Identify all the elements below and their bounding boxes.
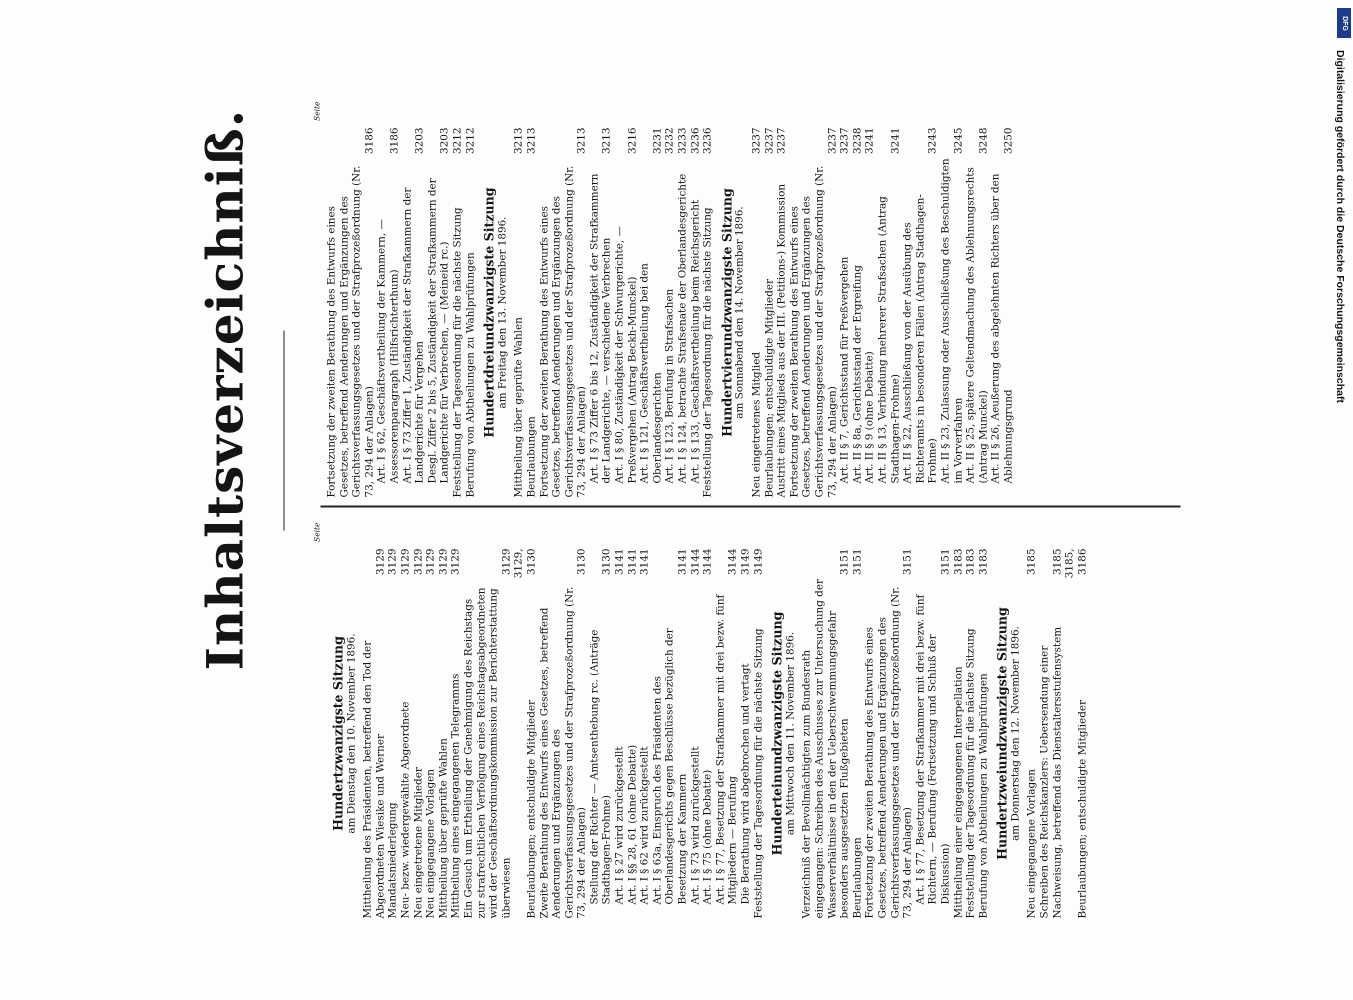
entry-text: Beurlaubungen; entschuldigte Mitglieder xyxy=(1075,699,1088,918)
toc-entry xyxy=(788,127,838,497)
left-column xyxy=(312,522,1088,918)
entry-text: Schreiben des Reichskanzlers: Uebersendung einer Nachweisung, betreffend das Dienstaltersstufensystem xyxy=(1038,626,1063,918)
toc-entry xyxy=(399,548,412,918)
entry-list xyxy=(325,127,476,497)
entry-text: Austritt eines Mitglieds aus der III. (Petitions-) Kommission xyxy=(775,183,788,497)
page-column-header: Seite xyxy=(312,101,321,121)
title-rule xyxy=(283,330,284,530)
toc-entry xyxy=(977,548,990,918)
toc-entry xyxy=(437,548,450,918)
entry-text: Art. I § 27 wird zurückgestellt xyxy=(613,745,626,904)
entry-page-number: 3141 xyxy=(613,548,626,575)
entry-page-number: 3151 xyxy=(838,548,851,575)
entry-page-number: 3203 xyxy=(438,127,451,154)
entry-page-number: 3149 xyxy=(739,548,751,575)
entry-text: Feststellung der Tagesordnung für die nächste Sitzung xyxy=(450,206,463,497)
entry-page-number: 3237 xyxy=(838,127,851,154)
entry-page-number: 3149 xyxy=(751,548,764,575)
page-title: Inhaltsverzeichniß. xyxy=(195,108,254,670)
entry-page-number: 3144 xyxy=(726,548,739,575)
session-date: am Sonnabend den 14. November 1896. xyxy=(733,205,746,419)
toc-entry xyxy=(689,548,702,918)
entry-text: Mittheilung des Präsidenten, betreffend den Tod der Abgeordneten Wiesike und Werner xyxy=(361,640,386,918)
entry-page-number: 3141 xyxy=(638,548,651,575)
entry-page-number: 3238 xyxy=(850,127,863,154)
entry-page-number: 3243 xyxy=(926,127,939,154)
entry-page-number: 3151 xyxy=(850,548,863,575)
entry-text: Art. I § 124, betrachte Strafsenate der Oberlandesgerichte xyxy=(676,173,689,483)
entry-text: Art. I §§ 28, 61 (ohne Debatte) xyxy=(625,744,638,904)
digitization-note: Digitalisierung gefördert durch die Deutsche Forschungsgemeinschaft xyxy=(1334,50,1346,403)
session-date: am Freitag den 13. November 1896. xyxy=(495,216,508,408)
entry-text: Art. I § 75 (ohne Debatte) xyxy=(701,769,714,904)
entry-list xyxy=(1025,548,1088,918)
entry-text: Art. II § 13, Verbindung mehrerer Strafsachen (Antrag Stadthagen-Frohme) xyxy=(875,195,901,483)
toc-entry xyxy=(689,127,702,497)
entry-text: Art. I § 133, Geschäftsvertheilung beim Reichsgericht xyxy=(688,199,701,483)
toc-entry xyxy=(750,127,763,497)
entry-list xyxy=(361,548,764,918)
entry-text: Art. I § 123, Berufung in Strafsachen xyxy=(663,288,676,483)
toc-entry xyxy=(838,127,851,497)
entry-page-number: 3129 xyxy=(449,548,462,575)
entry-page-number: 3237 xyxy=(762,127,775,154)
entry-text: Art. II § 8a, Gerichtsstand der Ergreifung xyxy=(850,264,863,483)
entry-text: Neu eingetretene Mitglieder xyxy=(411,766,424,918)
entry-text: Die Berathung wird abgebrochen und vertagt xyxy=(739,662,751,904)
entry-page-number: 3129 xyxy=(436,548,449,575)
entry-text: Art. I § 62 wird zurückgestellt xyxy=(638,745,651,904)
entry-text: Art. II § 23, Zulassung oder Ausschließung des Beschuldigten im Vorverfahren xyxy=(938,157,964,483)
toc-entry xyxy=(739,548,752,918)
toc-entry xyxy=(800,548,850,918)
toc-entry xyxy=(676,127,689,497)
entry-page-number: 3232 xyxy=(663,127,676,154)
toc-entry xyxy=(876,127,901,497)
entry-text: Art. II § 9 (ohne Debatte) xyxy=(863,350,876,483)
entry-text: Mittheilung einer eingegangenen Interpellation xyxy=(951,665,964,918)
entry-page-number: 3231 xyxy=(650,127,663,154)
toc-entry xyxy=(638,127,663,497)
entry-page-number: 3216 xyxy=(625,127,638,154)
toc-entry xyxy=(325,127,375,497)
entry-page-number: 3183 xyxy=(976,548,989,575)
entry-page-number: 3241 xyxy=(863,127,876,154)
entry-text: Art. I § 62, Geschäftsvertheilung der Kammern, — Assessorenparagraph (Hilfsrichterthum) xyxy=(375,218,400,483)
toc-entry xyxy=(1038,548,1063,918)
toc-entry xyxy=(588,127,613,497)
entry-page-number: 3241 xyxy=(888,127,901,154)
entry-text: Neu eingegangene Vorlagen xyxy=(424,768,437,918)
toc-entry xyxy=(939,127,964,497)
toc-entry xyxy=(525,127,538,497)
session-date: am Dienstag den 10. November 1896. xyxy=(344,632,357,834)
entry-page-number: 3186 xyxy=(387,127,400,154)
entry-text: Feststellung der Tagesordnung für die nächste Sitzung xyxy=(701,206,714,497)
toc-entry xyxy=(424,548,437,918)
toc-entry xyxy=(361,548,386,918)
entry-text: Feststellung der Tagesordnung für die nächste Sitzung xyxy=(751,627,764,918)
toc-entry xyxy=(663,127,676,497)
entry-page-number: 3130 xyxy=(575,548,588,575)
toc-entry xyxy=(375,127,400,497)
entry-text: Mittheilung über geprüfte Wahlen xyxy=(436,737,449,918)
entry-text: Art. I § 73 Ziffer 1, Zuständigkeit der Strafkammern der Landgerichte für Vergehen xyxy=(400,187,426,483)
entry-list xyxy=(512,127,714,497)
entry-page-number: 3186 xyxy=(362,127,375,154)
toc-entry xyxy=(651,548,689,918)
toc-entry xyxy=(451,127,464,497)
toc-entry xyxy=(462,548,512,918)
session-heading: Hundertvierundzwanzigste Sitzung xyxy=(718,187,734,437)
entry-text: Fortsetzung der zweiten Berathung des Entwurfs eines Gesetzes, betreffend Aenderungen und Ergänzungen des Gerichtsverfassungsgesetzes und der Strafprozeßordnung (Nr. 73, 294 der Anlagen) xyxy=(325,165,375,497)
entry-text: Art. II § 25, spätere Geltendmachung des Ablehnungsrechts (Antrag Munckel) xyxy=(964,166,989,483)
session-heading: Hunderteinundzwanzigste Sitzung xyxy=(769,611,785,855)
entry-page-number: 3236 xyxy=(688,127,701,154)
entry-text: Neu eingegangene Vorlagen xyxy=(1025,768,1038,918)
toc-entry xyxy=(426,127,451,497)
entry-text: Verzeichniß der Bevollmächtigten zum Bundesrath eingegangen: Schreiben des Ausschusses zur Untersuchung der Wasserverhältnisse in den der Ueberschwemmungsgefahr besonders ausgesetzten Flußgebieten xyxy=(800,578,851,918)
entry-page-number: 3212 xyxy=(463,127,476,154)
page-column-header: Seite xyxy=(312,522,321,542)
toc-entry xyxy=(914,548,952,918)
toc-entry xyxy=(763,127,776,497)
entry-text: Feststellung der Tagesordnung für die nächste Sitzung xyxy=(964,627,977,918)
session-heading: Hundertzweiundzwanzigste Sitzung xyxy=(994,606,1010,860)
entry-page-number: 3130 xyxy=(600,548,613,575)
session-heading: Hundertdreiundzwanzigste Sitzung xyxy=(481,186,497,438)
entry-page-number: 3233 xyxy=(676,127,689,154)
toc-entry xyxy=(863,548,913,918)
session-date: am Donnerstag den 12. November 1896. xyxy=(1008,625,1021,841)
toc-entry xyxy=(1025,548,1038,918)
entry-page-number: 3183 xyxy=(964,548,977,575)
entry-page-number: 3245 xyxy=(951,127,964,154)
entry-text: Neu eingetretenes Mitglied xyxy=(750,351,762,497)
toc-entry xyxy=(613,548,626,918)
toc-entry xyxy=(901,127,939,497)
entry-page-number: 3213 xyxy=(524,127,537,154)
toc-entry xyxy=(386,548,399,918)
entry-list xyxy=(800,548,989,918)
toc-entry xyxy=(512,548,537,918)
entry-page-number: 3144 xyxy=(701,548,714,575)
entry-page-number: 3151 xyxy=(938,548,951,575)
entry-text: Art. II § 7, Gerichtsstand für Preßvergehen xyxy=(838,256,851,483)
entry-page-number: 3141 xyxy=(676,548,689,575)
entry-text: Fortsetzung der zweiten Berathung des Entwurfs eines Gesetzes, betreffend Aenderungen und Ergänzungen des Gerichtsverfassungsgesetzes und der Strafprozeßordnung (Nr. 73, 294 der Anlagen) xyxy=(537,165,588,497)
dfg-logo: DFG xyxy=(1337,8,1351,38)
entry-page-number: 3185, 3186 xyxy=(1063,548,1088,578)
entry-text: Zweite Berathung des Entwurfs eines Gesetzes, betreffend Aenderungen und Ergänzungen des Gerichtsverfassungsgesetzes und der Strafprozeßordnung (Nr. 73, 294 der Anlagen) xyxy=(537,586,588,918)
entry-page-number: 3129 xyxy=(373,548,386,575)
right-column xyxy=(312,101,1014,497)
entry-text: Berufung von Abtheilungen zu Wahlprüfungen xyxy=(463,251,476,497)
toc-entry xyxy=(714,548,739,918)
entry-page-number: 3144 xyxy=(688,548,701,575)
entry-page-number: 3185 xyxy=(1050,548,1063,575)
entry-page-number: 3129 xyxy=(398,548,411,575)
toc-entry xyxy=(952,548,965,918)
entry-page-number: 3250 xyxy=(1001,127,1014,154)
entry-text: Art. I § 121, Geschäftsvertheilung bei den Oberlandesgerichten xyxy=(638,262,663,483)
toc-entry xyxy=(464,127,477,497)
toc-entry xyxy=(449,548,462,918)
toc-entry xyxy=(638,548,651,918)
entry-text: Beurlaubungen xyxy=(524,415,537,497)
entry-text: Beurlaubungen xyxy=(850,836,863,918)
toc-entry xyxy=(701,127,714,497)
toc-entry xyxy=(752,548,765,918)
entry-page-number: 3248 xyxy=(976,127,989,154)
entry-page-number: 3185 xyxy=(1025,548,1038,575)
entry-text: Art. I § 80, Zuständigkeit der Schwurgerichte, — Preßvergehen (Antrag Beckh-Munckel) xyxy=(613,225,638,483)
entry-page-number: 3237 xyxy=(750,127,762,154)
entry-page-number: 3236 xyxy=(701,127,714,154)
entry-text: Art. II § 22, Ausschließung von der Ausübung des Richteramts in besonderen Fällen (Antrag Stadthagen-Frohme) xyxy=(901,193,939,483)
entry-page-number: 3129 xyxy=(424,548,437,575)
entry-text: Art. I § 63a, Einspruch des Präsidenten des Oberlandesgerichts gegen Beschlüsse bezüglich der Besetzung der Kammern xyxy=(650,627,689,904)
toc-entry xyxy=(701,548,714,918)
toc-entry xyxy=(401,127,426,497)
toc-entry xyxy=(775,127,788,497)
entry-text: Ein Gesuch um Ertheilung der Genehmigung des Reichstags zur strafrechtlichen Verfolgung eines Reichstagsabgeordneten wird der Geschäftsordnungskommission zur Berichterstattung überwiesen xyxy=(461,587,512,918)
entry-text: Neu- bezw. wiedergewählte Abgeordnete xyxy=(398,701,411,918)
session-heading: Hundertzwanzigste Sitzung xyxy=(330,635,345,831)
toc-entry xyxy=(588,548,613,918)
entry-text: Art. I § 77, Besetzung der Strafkammer mit drei bezw. fünf Richtern, — Berufung (Fortsetzung und Schluß der Diskussion) xyxy=(913,594,951,904)
entry-text: Desgl. Ziffer 2 bis 5, Zuständigkeit der Strafkammern der Landgerichte für Verbrechen, — (Meineid rc.) xyxy=(425,177,451,483)
entry-page-number: 3237 xyxy=(775,127,788,154)
entry-text: Fortsetzung der zweiten Berathung des Entwurfs eines Gesetzes, betreffend Aenderungen und Ergänzungen des Gerichtsverfassungsgesetzes und der Strafprozeßordnung (Nr. 73, 294 der Anlagen) xyxy=(863,586,914,918)
entry-page-number: 3203 xyxy=(413,127,426,154)
entry-page-number: 3129 xyxy=(411,548,424,575)
entry-text: Stellung der Richter — Amtsenthebung rc. (Anträge Stadthagen-Frohme) xyxy=(587,629,613,904)
entry-page-number: 3213 xyxy=(512,127,525,154)
entry-text: Mittheilung über geprüfte Wahlen xyxy=(512,316,525,497)
entry-text: Beurlaubungen; entschuldigte Mitglieder xyxy=(524,699,537,918)
entry-page-number: 3237 xyxy=(825,127,838,154)
entry-page-number: 3213 xyxy=(575,127,588,154)
entry-list xyxy=(750,127,1014,497)
toc-entry xyxy=(613,127,638,497)
toc-entry xyxy=(626,548,639,918)
toc-entry xyxy=(851,127,864,497)
entry-page-number: 3129, 3130 xyxy=(512,548,537,578)
entry-page-number: 3129 xyxy=(499,548,512,575)
toc-entry xyxy=(512,127,525,497)
entry-text: Art. I § 73 Ziffer 6 bis 12, Zuständigkeit der Strafkammern der Landgerichte, — verschiedene Verbrechen xyxy=(587,173,613,483)
entry-text: Fortsetzung der zweiten Berathung des Entwurfs eines Gesetzes, betreffend Aenderungen und Ergänzungen des Gerichtsverfassungsgesetzes und der Strafprozeßordnung (Nr. 73, 294 der Anlagen) xyxy=(787,165,838,497)
toc-entry xyxy=(851,548,864,918)
entry-page-number: 3183 xyxy=(951,548,964,575)
toc-entry xyxy=(989,127,1014,497)
entry-text: Mandatsniederlegung xyxy=(386,802,399,918)
toc-entry xyxy=(964,548,977,918)
column-divider xyxy=(320,506,1180,508)
entry-text: Mittheilung eines eingegangenen Telegramms xyxy=(449,673,462,918)
toc-entry xyxy=(1063,548,1088,918)
entry-page-number: 3212 xyxy=(450,127,463,154)
toc-entry xyxy=(863,127,876,497)
toc-entry xyxy=(538,127,588,497)
entry-text: Art. I § 77, Besetzung der Strafkammer mit drei bezw. fünf Mitgliedern — Berufung xyxy=(713,594,739,904)
toc-entry xyxy=(538,548,588,918)
entry-text: Art. II § 26, Aeußerung des abgelehnten Richters über den Ablehnungsgrund xyxy=(989,173,1014,483)
entry-page-number: 3129 xyxy=(386,548,399,575)
entry-page-number: 3151 xyxy=(901,548,914,575)
session-date: am Mittwoch den 11. November 1896. xyxy=(783,631,796,835)
entry-page-number: 3141 xyxy=(625,548,638,575)
toc-entry xyxy=(964,127,989,497)
entry-text: Beurlaubungen; entschuldigte Mitglieder xyxy=(762,278,775,497)
entry-text: Art. I § 73 wird zurückgestellt xyxy=(688,745,701,904)
toc-entry xyxy=(412,548,425,918)
entry-text: Berufung von Abtheilungen zu Wahlprüfungen xyxy=(976,672,989,918)
entry-page-number: 3213 xyxy=(600,127,613,154)
